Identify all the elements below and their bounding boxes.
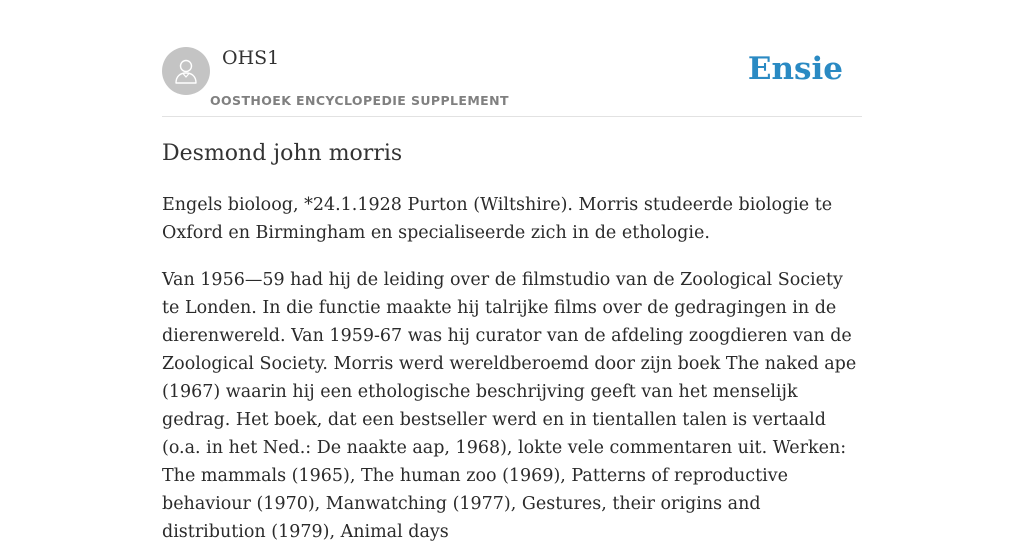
source-name-link[interactable]: OHS1 bbox=[222, 47, 280, 69]
article-paragraph: Van 1956—59 had hij de leiding over de filmstudio van de Zoological Society te Londen. In die functie maakte hij talrijke films over de gedragingen in de dierenwereld. Van 1959-67 was hij curator van de afdeling zoogdieren van de Zoological Society. Morris werd wereldberoemd door zijn boek The naked ape (1967) waarin hij een ethologische beschrijving geeft van het menselijk gedrag. Het boek, dat een bestseller werd en in tientallen talen is vertaald (o.a. in het Ned.: De naakte aap, 1968), lokte vele commentaren uit. Werken: The mammals (1965), The human zoo (1969), Patterns of reproductive behaviour (1970), Manwatching (1977), Gestures, their origins and distribution (1979), Animal days bbox=[162, 270, 857, 542]
source-header bbox=[162, 0, 862, 117]
article-title: Desmond john morris bbox=[162, 141, 403, 166]
avatar[interactable] bbox=[162, 47, 210, 95]
source-full-name: OOSTHOEK ENCYCLOPEDIE SUPPLEMENT bbox=[210, 93, 509, 108]
article-paragraph: Engels bioloog, *24.1.1928 Purton (Wiltshire). Morris studeerde biologie te Oxford en Birmingham en specialiseerde zich in de ethologie. bbox=[162, 195, 833, 243]
ensie-logo-link[interactable]: Ensie bbox=[747, 51, 843, 87]
user-silhouette-icon bbox=[171, 56, 201, 86]
article bbox=[162, 138, 862, 546]
